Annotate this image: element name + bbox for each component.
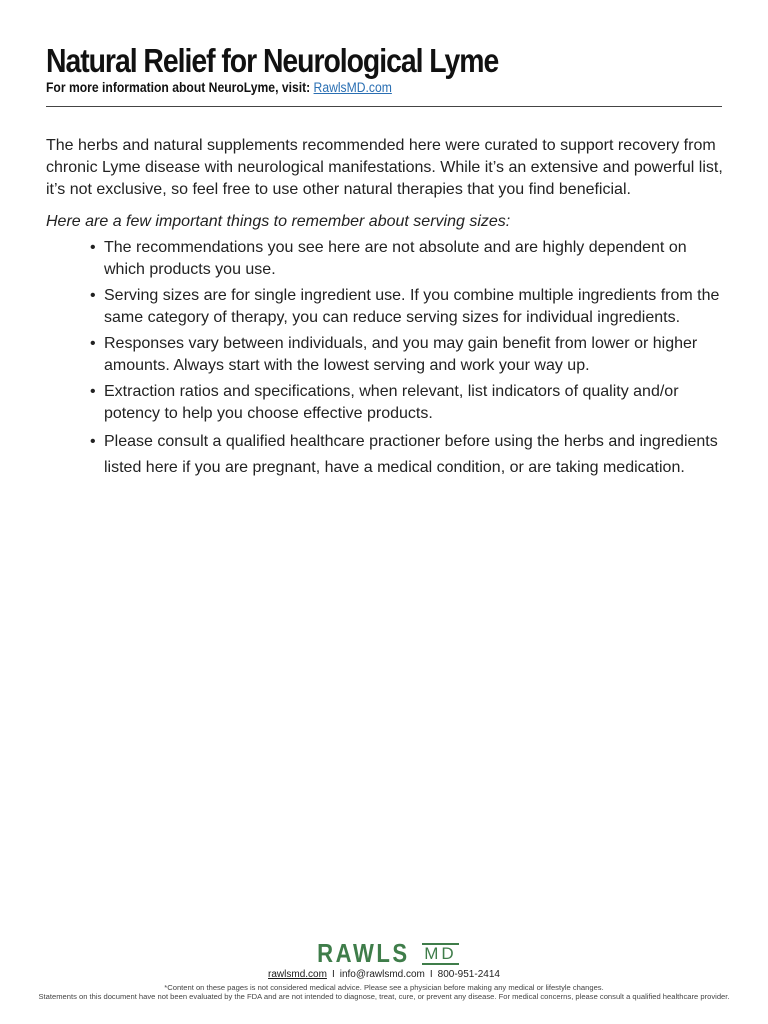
logo-md: MD bbox=[424, 944, 457, 963]
serving-sizes-lead: Here are a few important things to remember about serving sizes: bbox=[46, 213, 511, 230]
header-divider bbox=[46, 106, 722, 107]
logo-wordmark: RAWLS bbox=[317, 938, 411, 968]
disclaimer-line-1: *Content on these pages is not considered medical advice. Please see a physician before making any medical or lifestyle changes. bbox=[164, 983, 604, 992]
contact-line bbox=[0, 969, 768, 980]
separator: I bbox=[331, 969, 335, 980]
disclaimer-line-2: Statements on this document have not been evaluated by the FDA and are not intended to diagnose, treat, cure, or prevent any disease. For medical concerns, please consult a qualified healthcare provider. bbox=[38, 992, 730, 1001]
document-body bbox=[46, 135, 726, 485]
rawlsmd-logo bbox=[309, 938, 458, 969]
website-link[interactable]: rawlsmd.com bbox=[268, 969, 327, 980]
page-subtitle bbox=[46, 80, 654, 95]
list-item: • The recommendations you see here are not absolute and are highly dependent on which products you use. bbox=[90, 237, 726, 281]
separator: I bbox=[429, 969, 433, 980]
list-item: • Please consult a qualified healthcare practioner before using the herbs and ingredients listed here if you are pregnant, have a medical condition, or are taking medication. bbox=[90, 429, 726, 481]
list-item: • Responses vary between individuals, and you may gain benefit from lower or higher amounts. Always start with the lowest serving and work your way up. bbox=[90, 333, 726, 377]
email-text: info@rawlsmd.com bbox=[339, 969, 425, 980]
serving-sizes-list bbox=[46, 237, 726, 481]
phone-text: 800-951-2414 bbox=[437, 969, 500, 980]
document-footer bbox=[0, 938, 768, 1001]
page-title: Natural Relief for Neurological Lyme bbox=[46, 42, 499, 79]
document-header bbox=[46, 40, 722, 95]
list-item: • Serving sizes are for single ingredient use. If you combine multiple ingredients from the same category of therapy, you can reduce serving sizes for individual ingredients. bbox=[90, 285, 726, 329]
subtitle-text: For more information about NeuroLyme, visit: bbox=[46, 80, 314, 95]
intro-paragraph: The herbs and natural supplements recommended here were curated to support recovery from chronic Lyme disease with neurological manifestations. While it’s an extensive and powerful list, it’s not exclusive, so feel free to use other natural therapies that you find beneficial. bbox=[46, 137, 723, 198]
rawlsmd-link[interactable]: RawlsMD.com bbox=[313, 80, 392, 95]
list-item: • Extraction ratios and specifications, when relevant, list indicators of quality and/or potency to help you choose effective products. bbox=[90, 381, 726, 425]
